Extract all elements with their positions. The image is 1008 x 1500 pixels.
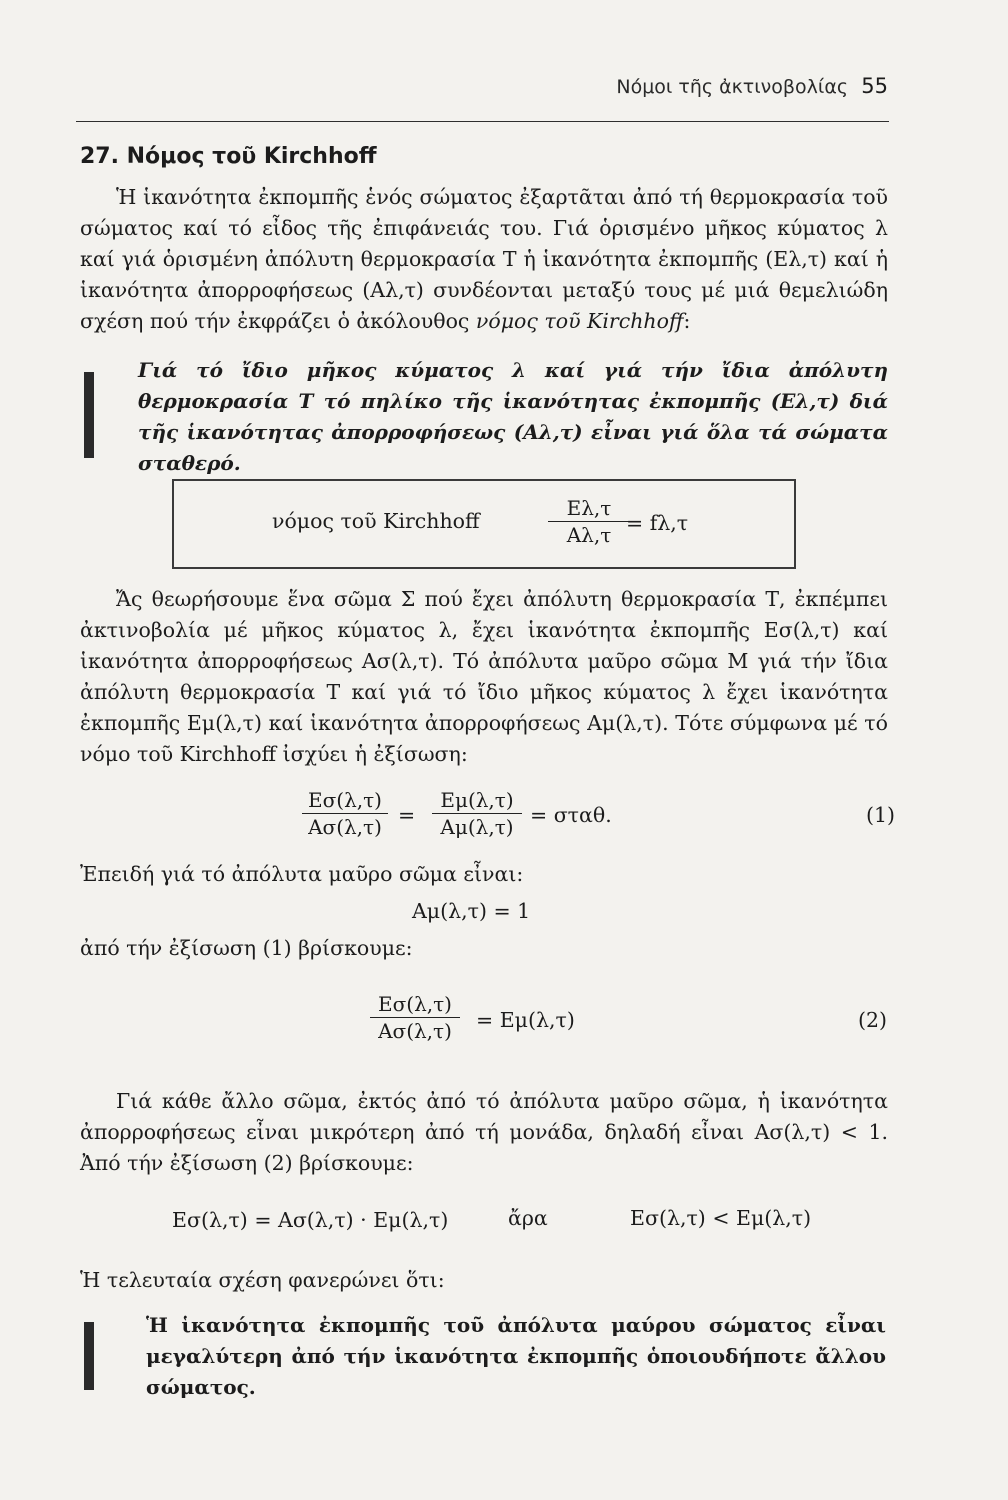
eq2-num: Εσ(λ,τ) (378, 992, 452, 1016)
law-numerator: Ελ,τ (566, 496, 612, 520)
paragraph-2-text: Ἄς θεωρήσουμε ἕνα σῶμα Σ πού ἔχει ἀπόλυτη θερμοκρασία Τ, ἐκπέμπει ἀκτινοβολία μέ μῆκος κύματος λ, ἔχει ἱκανότητα ἐκπομπῆς Εσ(λ,τ) καί ἱκανότητα ἀπορροφήσεως Ασ(λ,τ). Τό ἀπόλυτα μαῦρο σῶμα Μ γιά τήν ἴδια ἀπόλυτη θερμοκρασία Τ καί γιά τό ἴδιο μῆκος κύματος λ ἔχει ἱκανότητα ἐκπομπῆς Εμ(λ,τ) καί ἱκανότητα ἀπορροφήσεως Αμ(λ,τ). Τότε σύμφωνα μέ τό νόμο τοῦ Kirchhoff ἰσχύει ἡ ἐξίσωση: (80, 587, 888, 766)
intro-paragraph (80, 182, 888, 337)
law-fraction (548, 496, 630, 547)
definition-text: Γιά τό ἴδιο μῆκος κύματος λ καί γιά τήν ἴδια ἀπόλυτη θερμοκρασία Τ τό πηλίκο τῆς ἱκανότητας ἐκπομπῆς (Ελ,τ) διά τῆς ἱκανότητας ἀπορροφήσεως (Αλ,τ) εἶναι γιά ὅλα τά σώματα σταθερό. (138, 358, 888, 475)
eq2-den: Ασ(λ,τ) (378, 1019, 452, 1043)
eq1-fraction-right (432, 788, 522, 839)
intro-text: Ἡ ἱκανότητα ἐκπομπῆς ἑνός σώματος ἐξαρτᾶται ἀπό τή θερμοκρασία τοῦ σώματος καί τό εἶδος τῆς ἐπιφάνειάς του. Γιά ὁρισμένο μῆκος κύματος λ καί γιά ὁρισμένη ἀπόλυτη θερμοκρασία Τ ἡ ἱκανότητα ἐκπομπῆς (Ελ,τ) καί ἡ ἱκανότητα ἀπορροφήσεως (Αλ,τ) συνδέονται μεταξύ τους μέ μιά θεμελιώδη σχέση πού τήν ἐκφράζει ὁ ἀκόλουθος (80, 185, 888, 333)
eq3-right: Εσ(λ,τ) < Εμ(λ,τ) (630, 1206, 812, 1230)
fraction-bar (548, 521, 630, 522)
fraction-bar (432, 813, 522, 814)
eq1-equals: = (398, 803, 416, 827)
intro-end: : (683, 309, 691, 333)
eq1-num2: Εμ(λ,τ) (440, 788, 514, 812)
paragraph-2 (80, 584, 888, 770)
definition-margin-bar (84, 372, 94, 458)
law-label: νόμος τοῦ Kirchhoff (272, 509, 480, 533)
header-rule (76, 121, 889, 122)
line-6: Ἡ τελευταία σχέση φανερώνει ὅτι: (80, 1268, 445, 1292)
eq2-fraction (370, 992, 460, 1043)
line-4: ἀπό τήν ἐξίσωση (1) βρίσκουμε: (80, 936, 413, 960)
eq2-rhs: = Εμ(λ,τ) (476, 1008, 575, 1032)
fraction-bar (302, 813, 388, 814)
paragraph-5 (80, 1086, 888, 1179)
conclusion-margin-bar (84, 1322, 94, 1390)
section-title: 27. Νόμος τοῦ Kirchhoff (80, 144, 377, 169)
fraction-bar (370, 1017, 460, 1018)
eq1-den1: Ασ(λ,τ) (308, 815, 382, 839)
intro-emphasis: νόμος τοῦ Kirchhoff (475, 309, 684, 333)
page-number: 55 (861, 74, 888, 98)
running-title: Νόμοι τῆς ἀκτινοβολίας (616, 76, 848, 98)
eq1-number: (1) (866, 803, 896, 827)
eq1-fraction-left (302, 788, 388, 839)
law-rhs: = fλ,τ (626, 511, 689, 535)
law-denominator: Αλ,τ (566, 523, 612, 547)
eq1-rhs: = σταθ. (530, 803, 612, 827)
line-3: Ἐπειδή γιά τό ἀπόλυτα μαῦρο σῶμα εἶναι: (80, 862, 524, 886)
conclusion-text: Ἡ ἱκανότητα ἐκπομπῆς τοῦ ἀπόλυτα μαύρου σώματος εἶναι μεγαλύτερη ἀπό τήν ἱκανότητα ἐκπομπῆς ὁποιουδήποτε ἄλλου σώματος. (146, 1313, 886, 1399)
eq3-middle: ἄρα (508, 1206, 548, 1230)
paragraph-5-text: Γιά κάθε ἄλλο σῶμα, ἐκτός ἀπό τό ἀπόλυτα μαῦρο σῶμα, ἡ ἱκανότητα ἀπορροφήσεως εἶναι μικρότερη ἀπό τή μονάδα, δηλαδή εἶναι Ασ(λ,τ) < 1. Ἀπό τήν ἐξίσωση (2) βρίσκουμε: (80, 1089, 888, 1175)
eq3-left: Εσ(λ,τ) = Ασ(λ,τ) · Εμ(λ,τ) (172, 1208, 449, 1232)
eq2-number: (2) (858, 1008, 888, 1032)
eq1-num1: Εσ(λ,τ) (308, 788, 382, 812)
eq1-den2: Αμ(λ,τ) (440, 815, 514, 839)
equation-am: Αμ(λ,τ) = 1 (412, 899, 531, 923)
kirchhoff-law-box (172, 479, 796, 569)
